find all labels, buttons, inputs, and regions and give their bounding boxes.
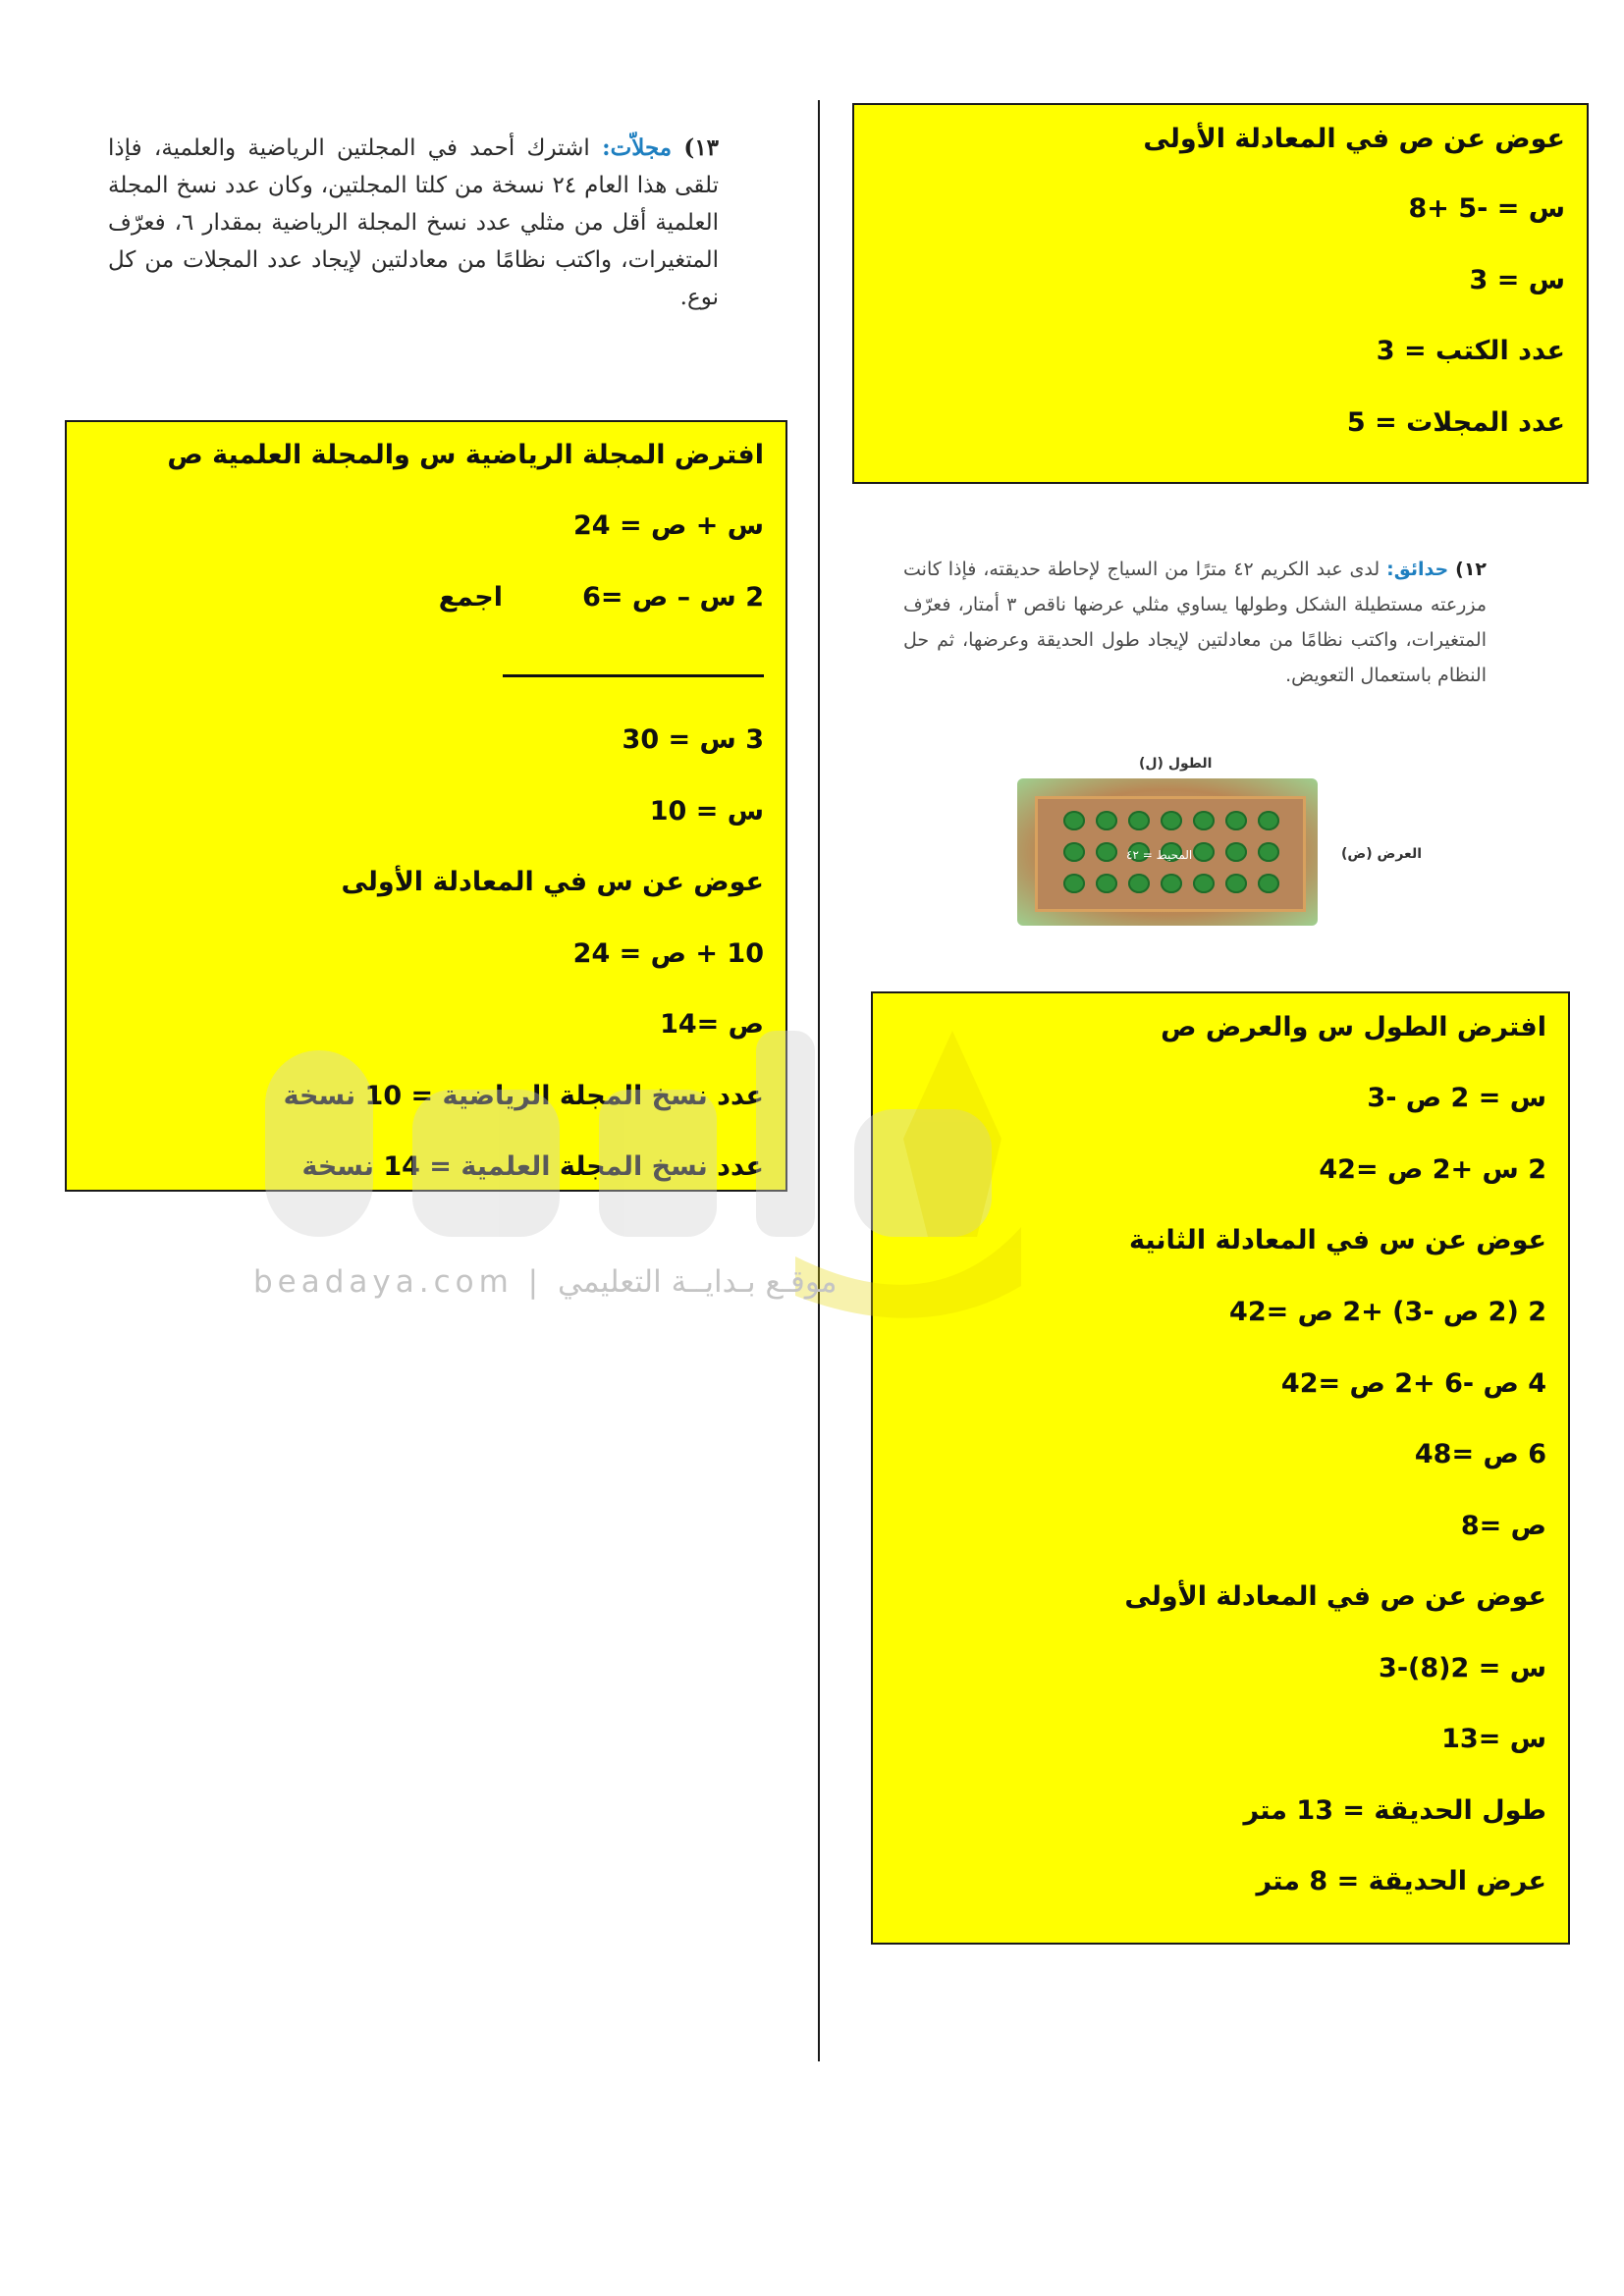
plant-icon — [1225, 811, 1247, 830]
solution-line: س =13 — [1441, 1724, 1546, 1754]
plant-icon — [1096, 874, 1117, 893]
problem-13-body: اشترك أحمد في المجلتين الرياضية والعلمية، فإذا تلقى هذا العام ٢٤ نسخة من كلتا المجلتين، وكان عدد نسخ المجلة العلمية أقل من مثلي عدد نسخ المجلة الرياضية بمقدار ٦، فعرّف المتغيرات، واكتب نظامًا من معادلتين لإيجاد عدد المجلات من كل نوع. — [108, 135, 720, 310]
solution-line: 3 س = 30 — [622, 724, 764, 755]
solution-line: 4 ص -6 +2 ص =42 — [1280, 1368, 1546, 1399]
problem-13-tag: مجلاّت: — [602, 134, 673, 161]
solution-line: س = 3 — [1469, 265, 1565, 295]
solution-line: س = 2 ص -3 — [1367, 1083, 1546, 1113]
solution-line: 10 + ص = 24 — [572, 938, 764, 969]
solution-line: عدد نسخ المجلة الرياضية = 10 نسخة — [283, 1081, 764, 1111]
solution-line: افترض الطول س والعرض ص — [1161, 1012, 1546, 1042]
solution-line: ص =8 — [1460, 1511, 1546, 1541]
solution-line: عوض عن ص في المعادلة الأولى — [1143, 124, 1565, 154]
figure-width-label: العرض (ض) — [1341, 846, 1423, 862]
problem-13-text — [108, 130, 719, 316]
plant-icon — [1128, 811, 1150, 830]
solution-line: س = 2(8)-3 — [1379, 1653, 1546, 1683]
plant-icon — [1161, 874, 1182, 893]
solution-line: افترض المجلة الرياضية س والمجلة العلمية ص — [167, 440, 764, 470]
solution-line: عدد الكتب = 3 — [1376, 336, 1565, 366]
solution-line: طول الحديقة = 13 متر — [1243, 1795, 1546, 1826]
plant-icon — [1193, 842, 1215, 862]
plant-icon — [1128, 874, 1150, 893]
plant-icon — [1063, 874, 1085, 893]
solution-line: 2 س +2 ص =42 — [1319, 1154, 1546, 1185]
plant-icon — [1096, 811, 1117, 830]
solution-line: عرض الحديقة = 8 متر — [1256, 1866, 1546, 1896]
problem-12-body: لدى عبد الكريم ٤٢ مترًا من السياج لإحاطة حديقته، فإذا كانت مزرعته مستطيلة الشكل وطولها يساوي مثلي عرضها ناقص ٣ أمتار، فعرّف المتغيرات، واكتب نظامًا من معادلتين لإيجاد طول الحديقة وعرضها، ثم حل النظام باستعمال التعويض. — [903, 559, 1488, 686]
plant-icon — [1096, 842, 1117, 862]
plant-icon — [1193, 874, 1215, 893]
problem-12-tag: حدائق: — [1386, 559, 1449, 580]
plant-row — [1063, 874, 1279, 893]
solution-line: عوض عن س في المعادلة الثانية — [1128, 1225, 1546, 1255]
solution-line: عدد المجلات = 5 — [1346, 407, 1565, 438]
plant-icon — [1225, 874, 1247, 893]
problem-13-number: ١٣) — [683, 134, 720, 161]
plant-icon — [1258, 874, 1279, 893]
solution-box-left — [65, 420, 787, 1192]
plant-icon — [1258, 842, 1279, 862]
solution-line: س = -5 +8 — [1408, 193, 1565, 224]
solution-line: 2 س – ص =6 — [582, 582, 764, 613]
figure-perimeter-label: المحيط = ٤٢ — [1126, 848, 1193, 862]
solution-line: س + ص = 24 — [572, 510, 764, 541]
solution-line: عدد نسخ المجلة العلمية = 14 نسخة — [301, 1151, 764, 1182]
solution-box-right — [871, 991, 1570, 1945]
plant-icon — [1063, 842, 1085, 862]
solution-line: 6 ص =48 — [1414, 1439, 1546, 1469]
plant-icon — [1193, 811, 1215, 830]
plant-icon — [1258, 811, 1279, 830]
solution-line: اجمع — [438, 582, 503, 613]
solution-line: عوض عن ص في المعادلة الأولى — [1124, 1581, 1546, 1612]
plant-row — [1063, 811, 1279, 830]
plant-icon — [1063, 811, 1085, 830]
garden-plot — [1035, 796, 1306, 912]
watermark-text: beadaya.com | موقـع بـدايــة التعليمي — [253, 1264, 838, 1300]
solution-line: عوض عن س في المعادلة الأولى — [341, 867, 764, 897]
garden-figure — [1017, 778, 1318, 926]
problem-12-text — [903, 552, 1487, 693]
figure-length-label: الطول (ل) — [1139, 756, 1213, 772]
plant-icon — [1225, 842, 1247, 862]
solution-line: ص =14 — [660, 1009, 764, 1040]
column-divider — [818, 100, 820, 2061]
problem-12-number: ١٢) — [1455, 559, 1488, 580]
solution-box-top-right — [852, 103, 1589, 484]
solution-line: 2 (2 ص -3) +2 ص =42 — [1229, 1297, 1546, 1327]
addition-rule — [503, 674, 764, 677]
plant-icon — [1161, 811, 1182, 830]
solution-line: س = 10 — [649, 796, 764, 827]
